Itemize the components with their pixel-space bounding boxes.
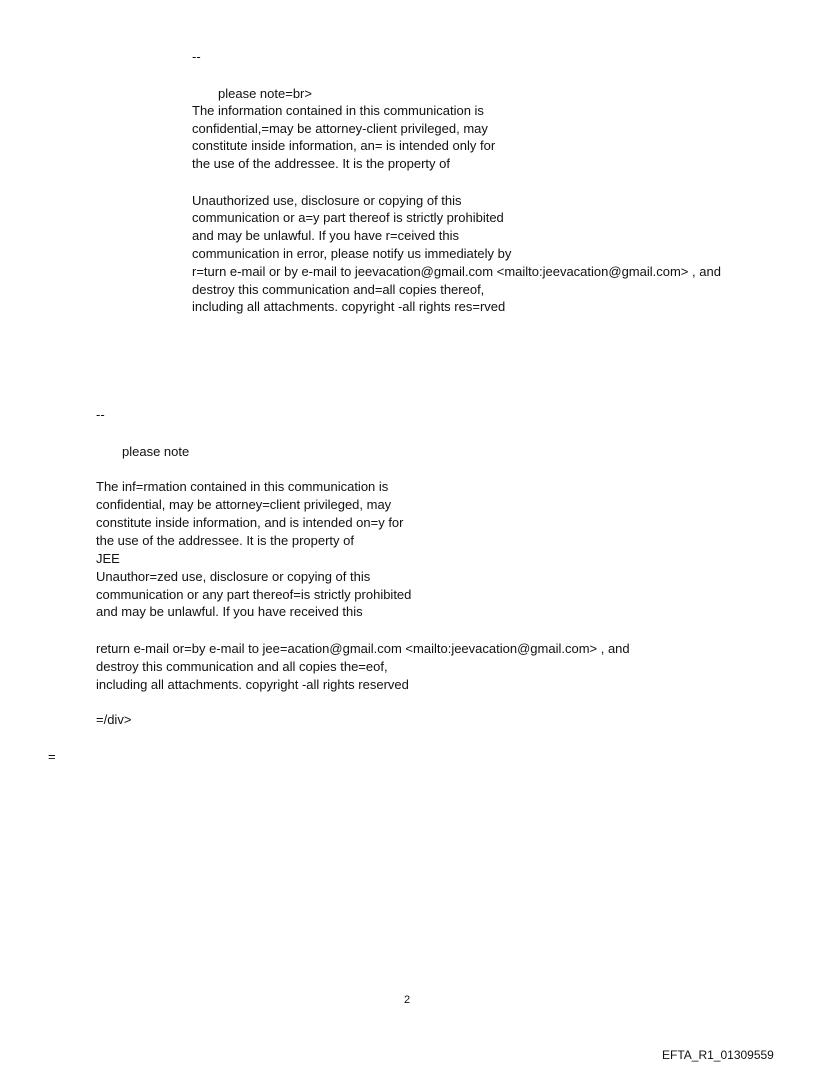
block2-line: the use of the addressee. It is the property of: [96, 533, 354, 548]
block2-line: The inf=rmation contained in this communication is: [96, 479, 389, 494]
block1-line: confidential,=may be attorney-client privileged, may: [192, 121, 488, 136]
block2-line: Unauthor=zed use, disclosure or copying of this: [96, 569, 371, 584]
block1-separator: --: [192, 49, 201, 64]
block2-line: including all attachments. copyright -all rights reserved: [96, 677, 409, 692]
block1-line: Unauthorized use, disclosure or copying of this: [192, 193, 462, 208]
block1-line: communication or a=y part thereof is strictly prohibited: [192, 210, 504, 225]
block1-note-heading: please note=br>: [218, 86, 312, 101]
stray-equals: =: [48, 749, 56, 764]
block2-line: confidential, may be attorney=client privileged, may: [96, 497, 392, 512]
page-number: 2: [404, 994, 411, 1006]
block2-closing-tag: =/div>: [96, 712, 132, 727]
block2-line: return e-mail or=by e-mail to jee=acation@gmail.com <mailto:jeevacation@gmail.com> , and: [96, 641, 630, 656]
block1-line: and may be unlawful. If you have r=ceived this: [192, 228, 460, 243]
block2-line: and may be unlawful. If you have received this: [96, 604, 363, 619]
block2-line: JEE: [96, 551, 120, 566]
block1-line: destroy this communication and=all copies thereof,: [192, 282, 485, 297]
document-id: EFTA_R1_01309559: [662, 1048, 774, 1062]
block2-line: constitute inside information, and is intended on=y for: [96, 515, 404, 530]
block1-line: The information contained in this communication is: [192, 103, 484, 118]
block1-line: including all attachments. copyright -all rights res=rved: [192, 299, 506, 314]
block2-note-heading: please note: [122, 444, 190, 459]
block2-line: communication or any part thereof=is strictly prohibited: [96, 587, 412, 602]
block2-line: destroy this communication and all copies the=eof,: [96, 659, 388, 674]
block1-line: communication in error, please notify us immediately by: [192, 246, 512, 261]
block1-line: constitute inside information, an= is intended only for: [192, 138, 496, 153]
block1-line: r=turn e-mail or by e-mail to jeevacation@gmail.com <mailto:jeevacation@gmail.com> , and: [192, 264, 721, 279]
block1-line: the use of the addressee. It is the property of: [192, 156, 450, 171]
block2-separator: --: [96, 407, 105, 422]
